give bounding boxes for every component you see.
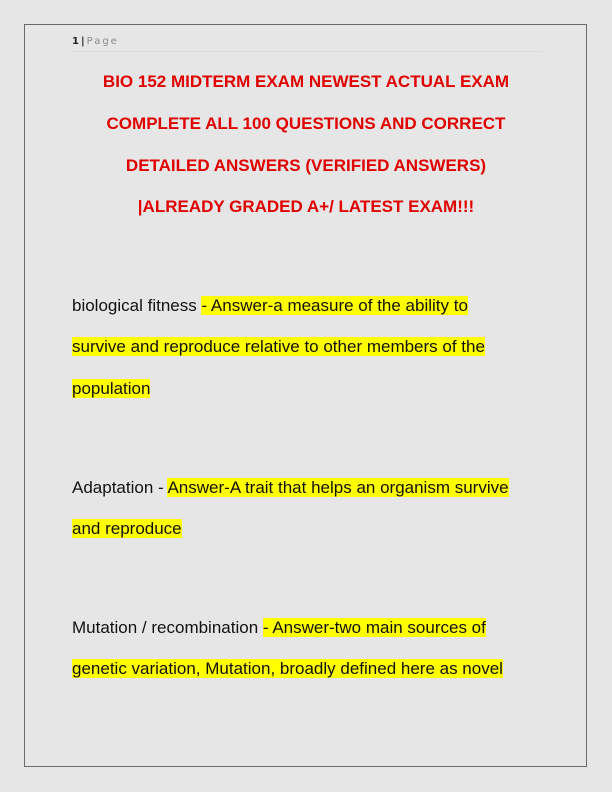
entry-3-answer: - Answer-two main sources of [262,618,486,637]
page-header [72,36,119,47]
page-label: Page [86,36,119,47]
header-divider [72,51,542,52]
entry-2-term: Adaptation - [72,478,168,497]
entry-1-line-1 [72,296,468,316]
entry-2-answer: Answer-A trait that helps an organism survive [167,478,509,497]
title-line-3: DETAILED ANSWERS (VERIFIED ANSWERS) [125,156,487,175]
entry-3-line-2 [72,659,503,679]
entry-1-answer-cont: population [72,379,151,398]
entry-1-line-2 [72,337,485,357]
entry-1-term: biological fitness [72,296,202,315]
title-line-2: COMPLETE ALL 100 QUESTIONS AND CORRECT [106,114,506,133]
entry-1-line-3 [72,379,150,399]
entry-3-answer-cont: genetic variation, Mutation, broadly defined here as novel [72,659,503,678]
header-separator: | [80,36,85,47]
entry-1-answer-cont: survive and reproduce relative to other members of the [72,337,485,356]
entry-1-answer: - Answer-a measure of the ability to [201,296,468,315]
title-line-1: BIO 152 MIDTERM EXAM NEWEST ACTUAL EXAM [102,72,510,91]
page-number: 1 [72,36,79,47]
entry-3-line-1 [72,618,486,638]
entry-2-line-2 [72,519,182,539]
title-line-4: |ALREADY GRADED A+/ LATEST EXAM!!! [137,197,475,216]
entry-3-term: Mutation / recombination [72,618,263,637]
entry-2-line-1 [72,478,509,498]
entry-2-answer-cont: and reproduce [72,519,182,538]
